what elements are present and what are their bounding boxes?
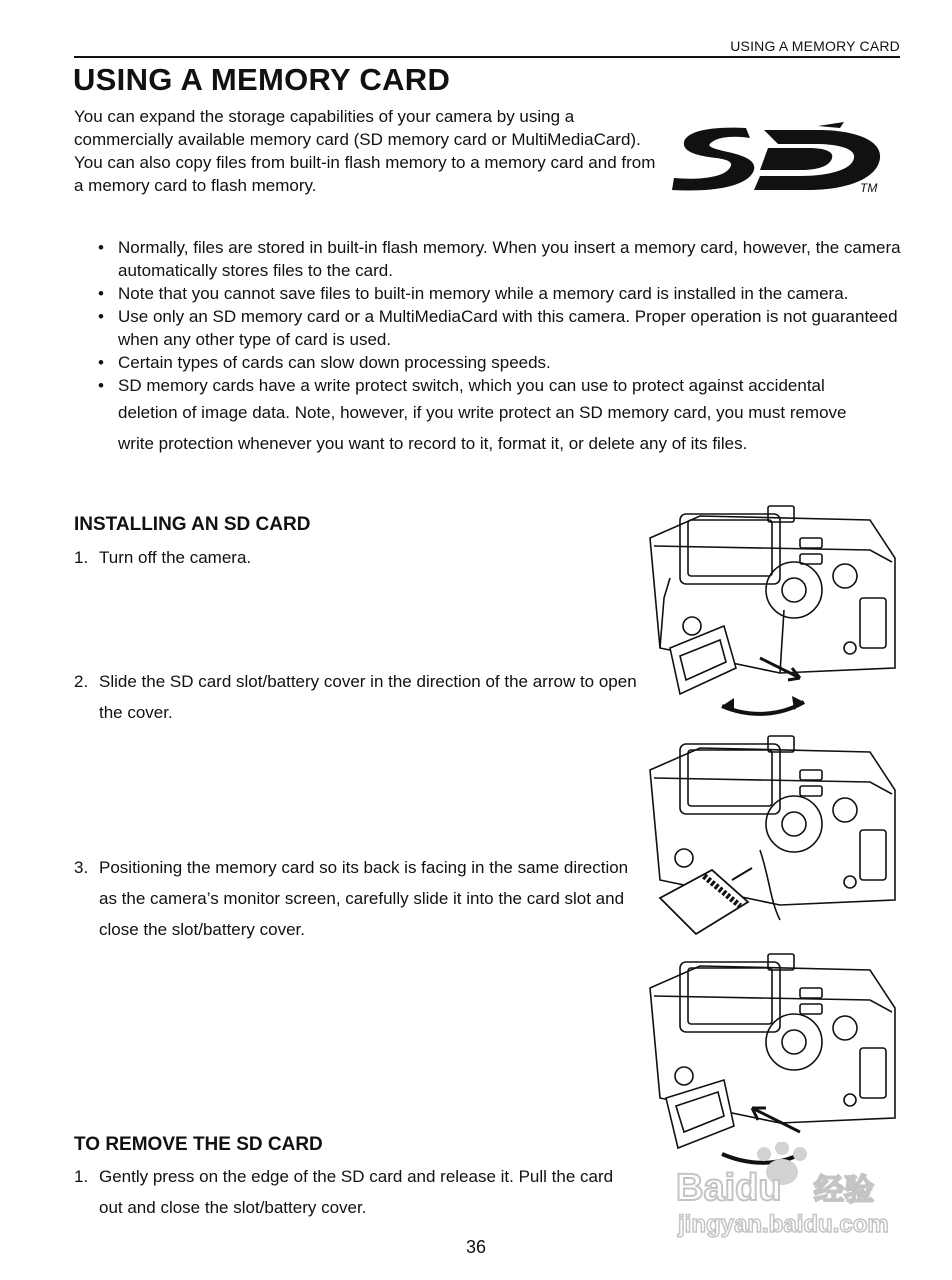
sd-tm: TM	[860, 181, 878, 195]
step-number: 1.	[74, 1167, 89, 1186]
list-item-line: • SD memory cards have a write protect switch, which you can use to protect against accidental	[118, 376, 825, 395]
list-item: • Note that you cannot save files to built-in memory while a memory card is installed in the camera.	[96, 282, 904, 305]
remove-step-1	[74, 1161, 634, 1223]
header-rule	[74, 56, 900, 58]
notes-list	[96, 236, 904, 459]
watermark-cn: 经验	[814, 1173, 874, 1208]
page-number: 36	[465, 1237, 487, 1257]
sd-card-illustration	[660, 870, 748, 934]
step-text: Positioning the memory card so its back is facing in the same direction as the camera’s monitor screen, carefully slide it into the card slot and close the slot/battery cover.	[99, 858, 629, 939]
step-1	[74, 542, 614, 573]
step-number: 3.	[74, 858, 89, 877]
step-3	[74, 852, 634, 945]
camera-illustration-insert-card	[640, 730, 902, 948]
list-item: • Normally, files are stored in built-in flash memory. When you insert a memory card, however, the camera automatically stores files to the card.	[96, 236, 904, 282]
camera-illustration-remove-card	[640, 948, 902, 1166]
baidu-watermark	[672, 1142, 898, 1252]
step-number: 2.	[74, 672, 89, 691]
step-text: Slide the SD card slot/battery cover in the direction of the arrow to open the cover.	[99, 672, 637, 722]
camera-illustration-open-cover	[640, 498, 902, 716]
list-item-line: write protection whenever you want to record to it, format it, or delete any of its files.	[118, 434, 748, 453]
list-item	[96, 374, 904, 459]
step-number: 1.	[74, 548, 89, 567]
step-text: Gently press on the edge of the SD card and release it. Pull the card out and close the slot/battery cover.	[99, 1167, 614, 1217]
sd-logo-mark	[672, 122, 880, 190]
watermark-brand: Baidu	[676, 1167, 782, 1209]
intro-paragraph: You can expand the storage capabilities of your camera by using a commercially available memory card (SD memory card or MultiMediaCard). You can also copy files from built-in flash memory to a memory card and from a memory card to flash memory.	[74, 107, 656, 195]
sd-logo	[668, 118, 888, 198]
section-heading-remove: TO REMOVE THE SD CARD	[74, 1134, 323, 1155]
list-item: • Certain types of cards can slow down processing speeds.	[96, 351, 904, 374]
watermark-url: jingyan.baidu.com	[678, 1211, 889, 1238]
page-title: USING A MEMORY CARD	[73, 62, 451, 97]
step-2	[74, 666, 642, 728]
running-head: USING A MEMORY CARD	[730, 38, 900, 54]
list-item-line: deletion of image data. Note, however, if you write protect an SD memory card, you must remove	[118, 403, 847, 422]
section-heading-installing: INSTALLING AN SD CARD	[74, 514, 311, 535]
list-item: • Use only an SD memory card or a MultiMediaCard with this camera. Proper operation is not guaranteed when any other type of card is used.	[96, 305, 904, 351]
step-text: Turn off the camera.	[99, 548, 252, 567]
